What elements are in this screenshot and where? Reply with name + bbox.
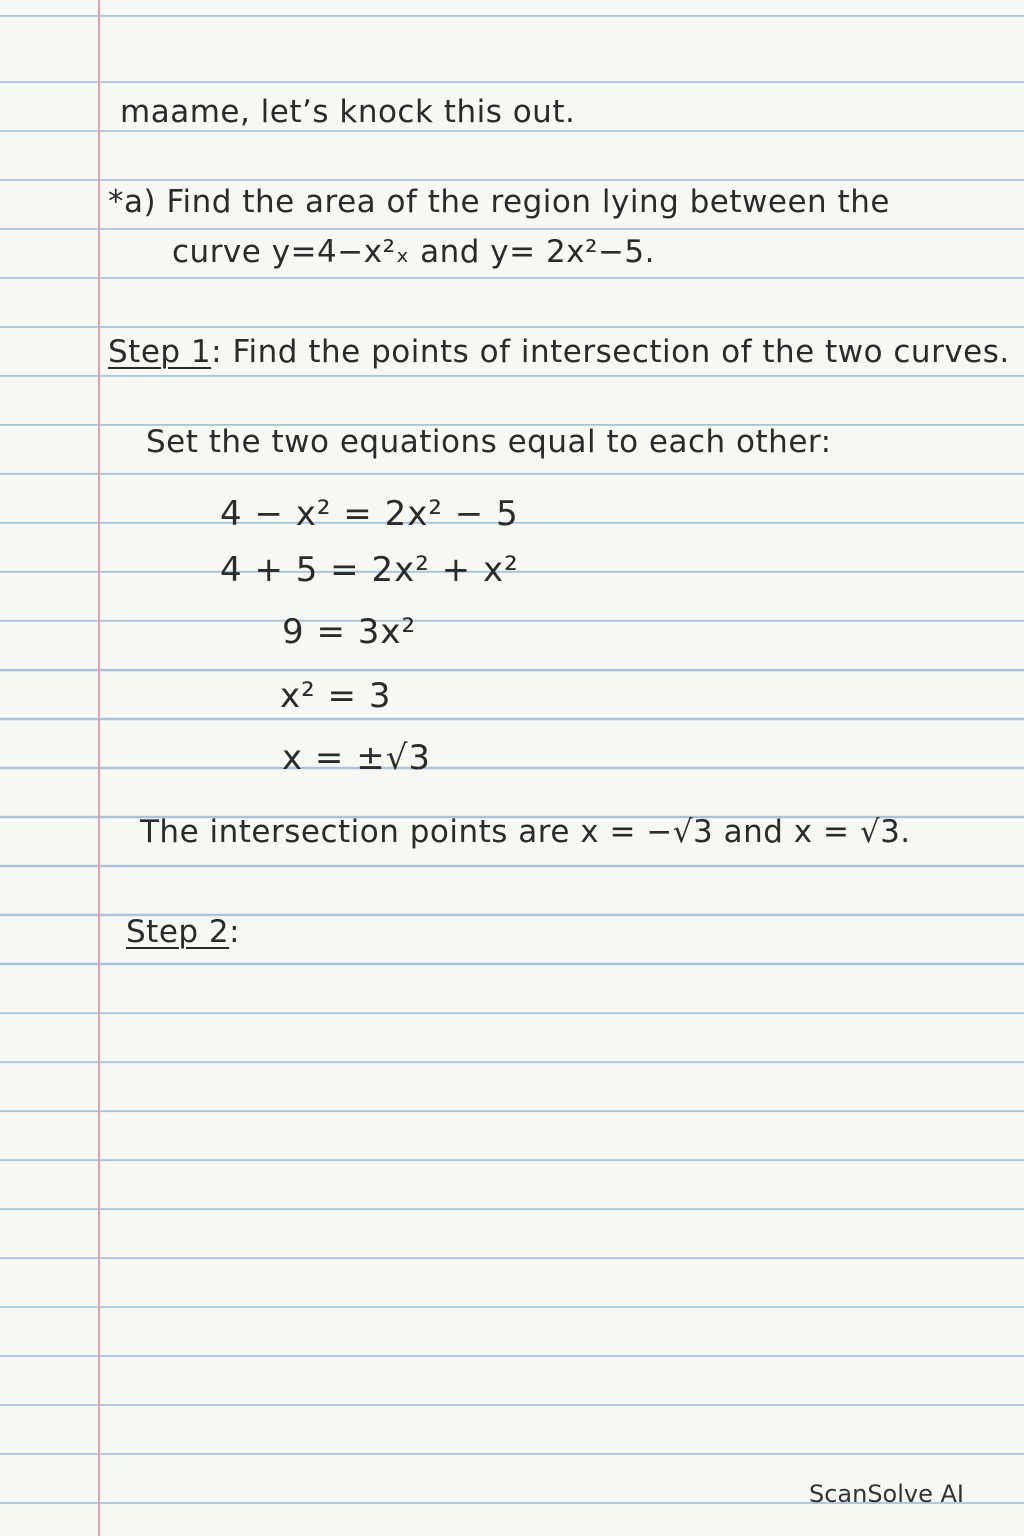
step-1-text: : Find the points of intersection of the two curves. <box>211 334 1010 370</box>
step-2-heading <box>126 914 240 950</box>
greeting-text: maame, let’s knock this out. <box>120 94 576 130</box>
equation-line-2: 4 + 5 = 2x² + x² <box>220 550 519 590</box>
margin-line <box>98 0 100 1536</box>
step-1-conclusion: The intersection points are x = −√3 and x = √3. <box>140 814 911 850</box>
step-2-text: : <box>229 914 241 950</box>
step-1-label: Step 1 <box>108 334 212 370</box>
equation-line-3: 9 = 3x² <box>282 612 417 652</box>
equation-line-1: 4 − x² = 2x² − 5 <box>220 494 519 534</box>
step-1-heading <box>108 334 1010 370</box>
step-1-intro: Set the two equations equal to each other: <box>146 424 832 460</box>
problem-line-1: *a) Find the area of the region lying between the <box>108 184 890 220</box>
watermark: ScanSolve AI <box>808 1480 964 1508</box>
equation-line-5: x = ±√3 <box>282 738 432 778</box>
step-2-label: Step 2 <box>126 914 230 950</box>
problem-line-2: curve y=4−x²ₓ and y= 2x²−5. <box>172 234 656 270</box>
equation-line-4: x² = 3 <box>280 676 392 716</box>
